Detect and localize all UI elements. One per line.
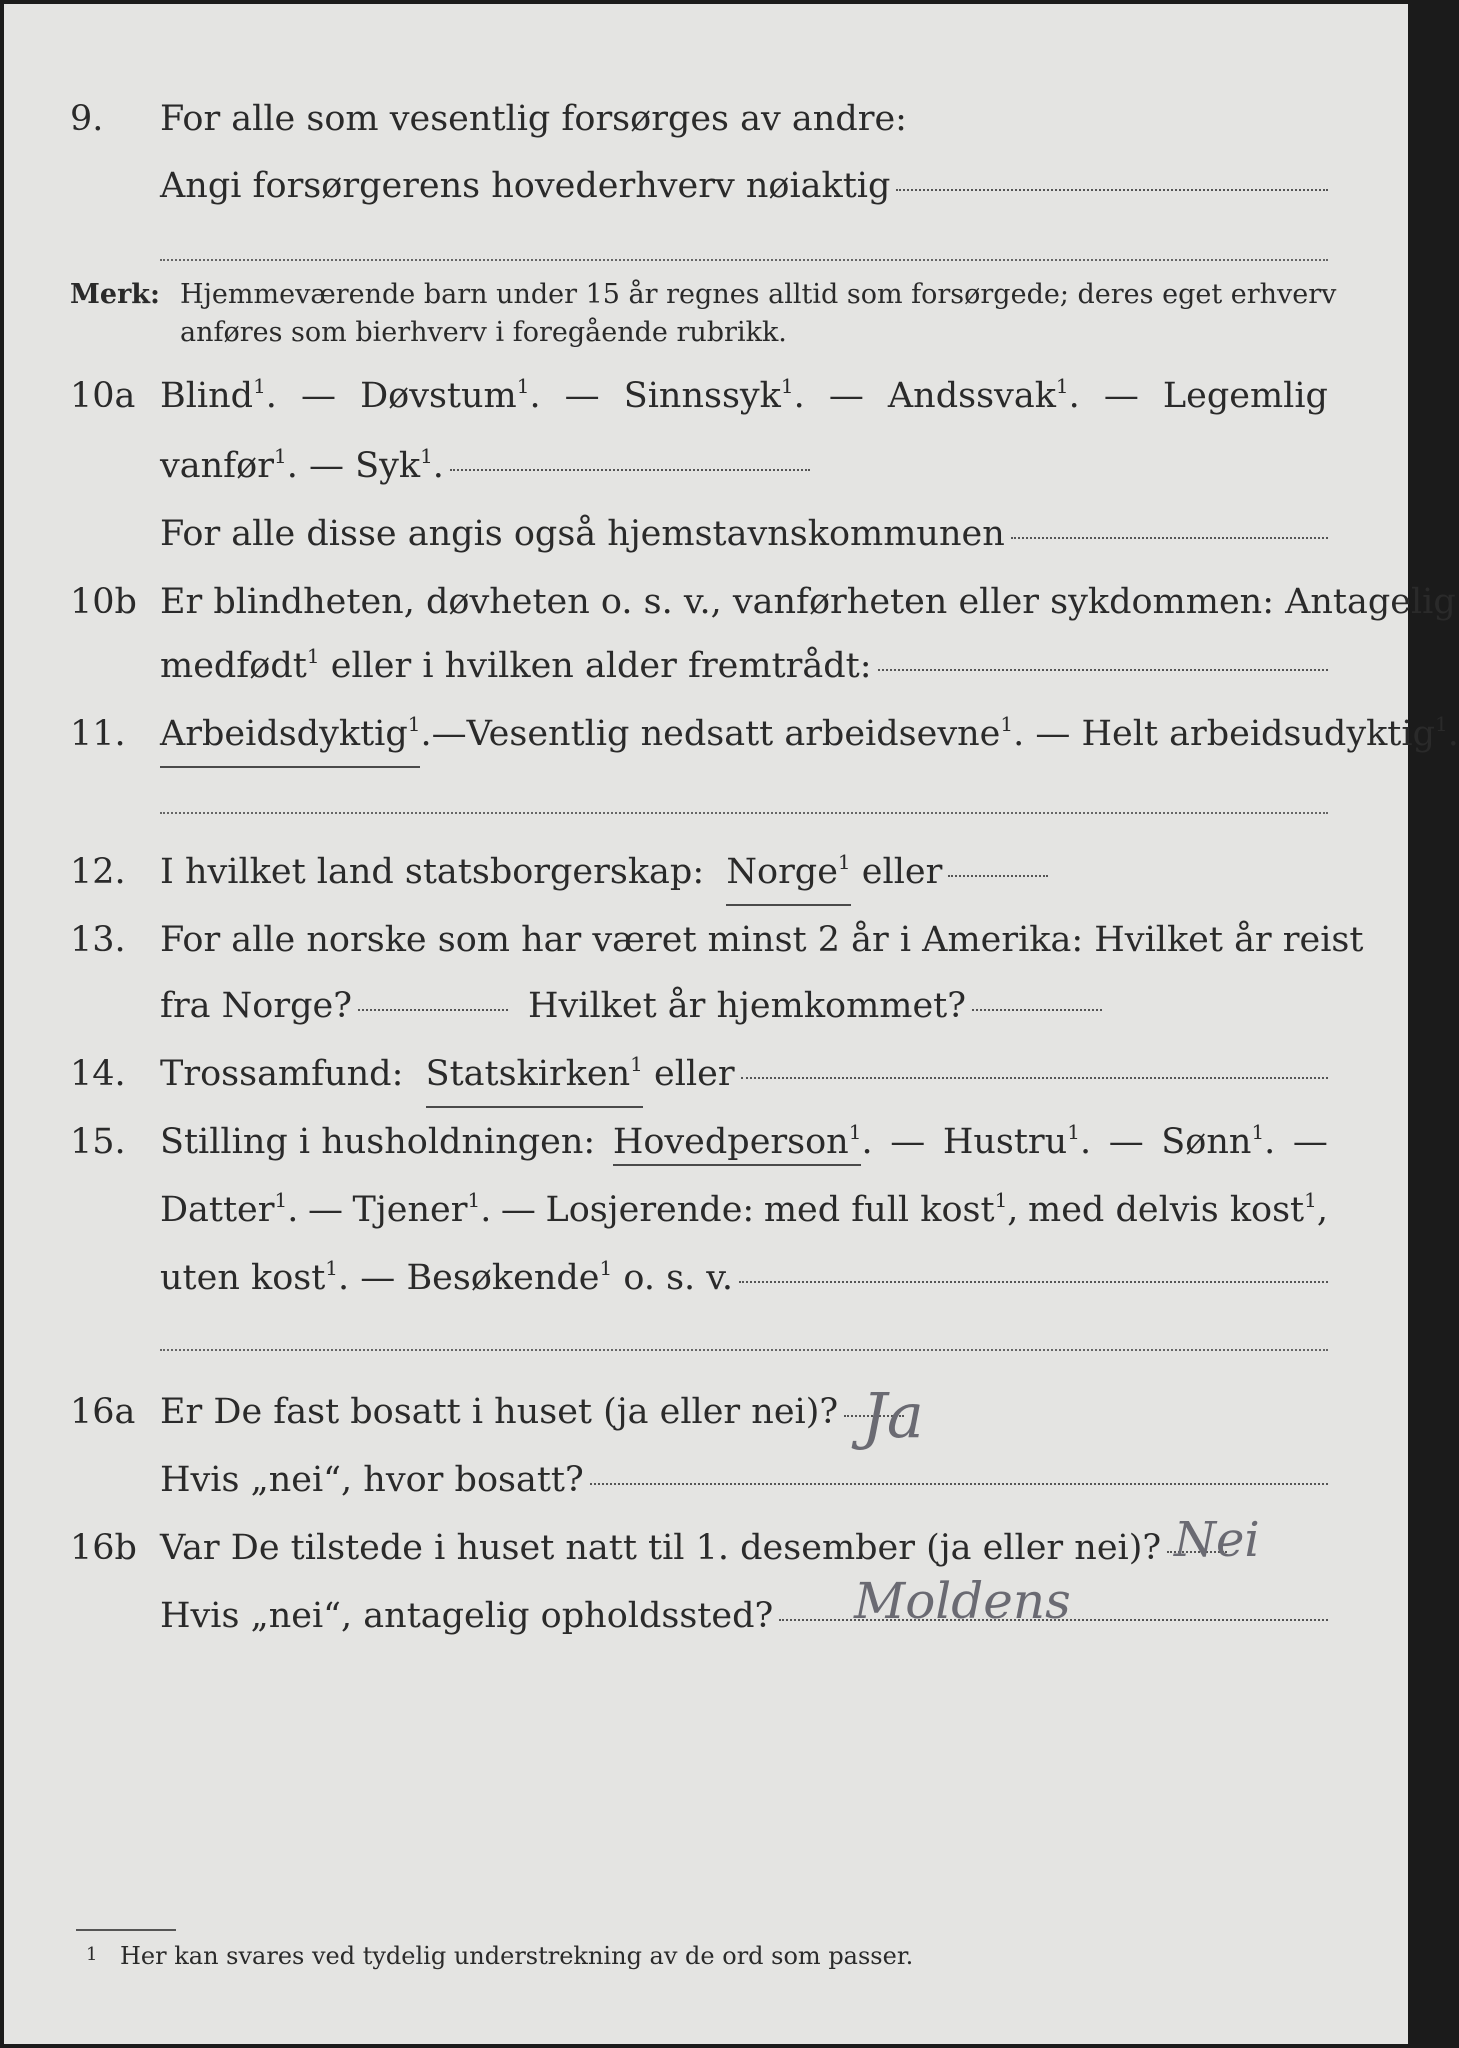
q15-opt-uten-kost[interactable]: uten kost$^1$. <box>160 1256 350 1298</box>
q15-opt-full-kost[interactable]: med full kost$^1$, <box>763 1188 1019 1230</box>
q16a-line2 <box>4 1450 1408 1510</box>
q16a-line1 <box>4 1382 1408 1442</box>
q10a-hjemstavn-label: For alle disse angis også hjemstavnskommunen <box>160 514 1005 554</box>
q14-line <box>4 1044 1408 1104</box>
q10b-alder-label: eller i hvilken alder fremtrådt: <box>330 646 872 686</box>
q15-opt-tjener[interactable]: Tjener$^1$. <box>352 1188 492 1230</box>
q10b-question: Er blindheten, døvheten o. s. v., vanførheten eller sykdommen: Antagelig <box>160 582 1456 622</box>
q13-line1 <box>4 910 1408 970</box>
q14-number: 14. <box>70 1054 126 1094</box>
merk-note <box>70 276 1340 356</box>
q12-opt-norge[interactable]: Norge$^1$ <box>726 842 850 906</box>
q11-number: 11. <box>70 714 126 754</box>
q16a-number: 16a <box>70 1392 136 1432</box>
q15-field[interactable] <box>739 1280 1328 1283</box>
q10a-opt-andssvak[interactable]: Andssvak$^1$. <box>887 374 1080 416</box>
q15-line2 <box>4 1180 1408 1240</box>
dash: — <box>564 376 600 416</box>
dash: — <box>301 376 336 416</box>
q13-reist-field[interactable] <box>358 1008 508 1011</box>
footnote-rule <box>76 1929 176 1931</box>
q10a-opt-sinnssyk[interactable]: Sinnssyk$^1$. <box>623 374 805 416</box>
q10b-line2 <box>4 636 1408 696</box>
merk-text: Hjemmeværende barn under 15 år regnes alltid som forsørgede; deres eget erhverv anføres som bierhverv i foregående rubrikk. <box>180 279 1337 348</box>
q13-question: For alle norske som har været minst 2 år i Amerika: Hvilket år reist <box>160 920 1364 960</box>
q15-line3 <box>4 1248 1408 1308</box>
q13-line2 <box>4 976 1408 1036</box>
q16b-line2 <box>4 1586 1408 1646</box>
census-form-page <box>4 4 1459 2044</box>
q9-question: For alle som vesentlig forsørges av andre: <box>160 99 907 139</box>
q13-number: 13. <box>70 920 126 960</box>
dash: — <box>1024 714 1082 754</box>
q9-line1 <box>4 89 1408 149</box>
q12-eller: eller <box>861 852 943 892</box>
q16b-where-label: Hvis „nei“, antagelig opholdssted? <box>160 1596 774 1636</box>
q10b-number: 10b <box>70 582 137 622</box>
q14-question: Trossamfund: <box>160 1054 404 1094</box>
q15-question: Stilling i husholdningen: <box>160 1122 596 1162</box>
dash: — <box>890 1122 926 1162</box>
q15-opt-datter[interactable]: Datter$^1$. <box>160 1188 299 1230</box>
q10a-syk-field[interactable] <box>450 468 810 471</box>
q16a-where-label: Hvis „nei“, hvor bosatt? <box>160 1460 584 1500</box>
footnote-mark: 1 <box>86 1944 98 1965</box>
q12-number: 12. <box>70 852 126 892</box>
dash: — <box>1103 376 1139 416</box>
q14-field[interactable] <box>741 1076 1328 1079</box>
q11-opt-nedsatt[interactable]: Vesentlig nedsatt arbeidsevne$^1$. <box>466 712 1025 754</box>
q11-opt-arbeidsdyktig[interactable]: Arbeidsdyktig$^1$ <box>160 704 420 768</box>
dash: — <box>1108 1122 1144 1162</box>
q12-question: I hvilket land statsborgerskap: <box>160 852 705 892</box>
q10a-line3 <box>4 504 1408 564</box>
q12-line <box>4 842 1408 902</box>
q15-opt-sonn[interactable]: Sønn$^1$. <box>1161 1120 1276 1162</box>
q10a-opt-dovstum[interactable]: Døvstum$^1$. <box>360 374 541 416</box>
q10a-opt-blind[interactable]: Blind$^1$. <box>160 374 277 416</box>
q10b-line1 <box>4 572 1456 632</box>
q13-hjemkommet-label: Hvilket år hjemkommet? <box>528 986 967 1026</box>
dash: — <box>828 376 864 416</box>
q9-answer-line2[interactable] <box>160 259 1328 261</box>
q16b-handwritten-place: Moldens <box>854 1572 1071 1630</box>
q15-opt-delvis-kost[interactable]: med delvis kost$^1$, <box>1028 1188 1328 1230</box>
q14-eller: eller <box>654 1054 735 1094</box>
q9-line2 <box>4 156 1408 216</box>
q9-number: 9. <box>70 99 104 139</box>
q12-field[interactable] <box>948 874 1048 877</box>
q16a-question: Er De fast bosatt i huset (ja eller nei)? <box>160 1392 839 1432</box>
q10a-opt-legemlig[interactable]: Legemlig <box>1162 376 1328 416</box>
dash: — <box>307 1190 343 1230</box>
merk-label: Merk: <box>70 279 160 310</box>
q9-answer-field[interactable] <box>896 188 1328 191</box>
q10a-line1 <box>4 366 1408 426</box>
q10a-number: 10a <box>70 376 136 416</box>
q10a-line2 <box>4 436 1408 496</box>
q14-opt-statskirken[interactable]: Statskirken$^1$ <box>426 1044 643 1108</box>
q16b-handwritten-answer: Nei <box>1174 1512 1260 1568</box>
q15-opt-hovedperson[interactable]: Hovedperson$^1$. <box>613 1112 873 1172</box>
q16a-where-field[interactable] <box>590 1482 1328 1485</box>
q15-line1 <box>4 1112 1408 1172</box>
q15-opt-besokende[interactable]: Besøkende$^1$ <box>406 1256 613 1298</box>
footnote <box>86 1942 914 1970</box>
q15-answer-line[interactable] <box>160 1349 1328 1351</box>
q15-number: 15. <box>70 1122 126 1162</box>
q13-reist-label: fra Norge? <box>160 986 352 1026</box>
q10b-alder-field[interactable] <box>878 668 1328 671</box>
dash: — <box>431 714 467 754</box>
q10b-opt-medfodt[interactable]: medfødt$^1$ <box>160 644 320 686</box>
q10a-opt-vanfor[interactable]: vanfør$^1$. <box>160 444 298 486</box>
q9-instruction: Angi forsørgerens hovederhverv nøiaktig <box>160 166 891 206</box>
q15-opt-hustru[interactable]: Hustru$^1$. <box>942 1120 1092 1162</box>
q11-answer-line[interactable] <box>160 812 1328 814</box>
dash: — <box>500 1190 536 1230</box>
dash: — <box>349 1258 407 1298</box>
dash: — <box>297 446 356 486</box>
dash: — <box>1292 1122 1328 1162</box>
footnote-text: Her kan svares ved tydelig understrekning av de ord som passer. <box>120 1942 914 1970</box>
q16a-handwritten-answer: Ja <box>862 1379 924 1452</box>
q16b-number: 16b <box>70 1528 137 1568</box>
q16b-question: Var De tilstede i huset natt til 1. desember (ja eller nei)? <box>160 1528 1162 1568</box>
q15-osv: o. s. v. <box>623 1258 734 1298</box>
q11-opt-udyktig[interactable]: Helt arbeidsudyktig$^1$. <box>1081 712 1459 754</box>
q10a-opt-syk[interactable]: Syk$^1$. <box>355 444 444 486</box>
q13-hjemkommet-field[interactable] <box>972 1008 1102 1011</box>
q10a-hjemstavn-field[interactable] <box>1011 536 1328 539</box>
q11-line: 11. Arbeidsdyktig$^1$ . — Vesentlig nedsatt arbeidsevne$^1$. — Helt arbeidsudyktig$^1$. <box>4 704 1408 764</box>
q15-losjerende-label: Losjerende: <box>545 1190 755 1230</box>
